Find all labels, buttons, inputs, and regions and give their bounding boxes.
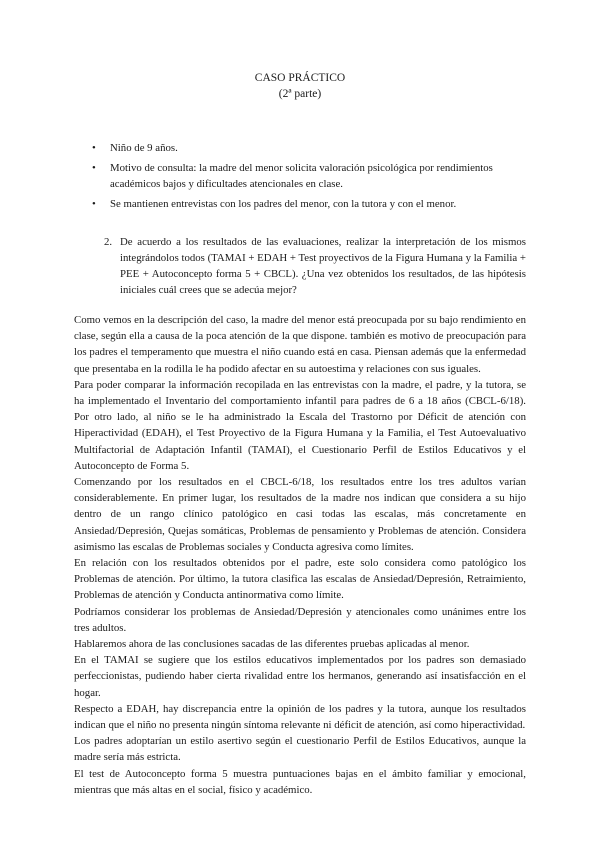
paragraph: Hablaremos ahora de las conclusiones sacadas de las diferentes pruebas aplicadas al menor. [74, 638, 470, 651]
paragraph: En relación con los resultados obtenidos por el padre, este solo considera como patológico los Problemas de atención. Por último, la tutora clasifica las escalas de Ansiedad/Depresión, Retraimiento, Problemas de atención y Conducta antinormativa como límite. [74, 557, 526, 602]
paragraph: Los padres adoptarían un estilo asertivo según el cuestionario Perfil de Estilos Educativos, aunque la madre sería más estricta. [74, 735, 526, 764]
bullet-item: • Se mantienen entrevistas con los padres del menor, con la tutora y con el menor. [92, 196, 532, 212]
bullet-item: • Motivo de consulta: la madre del menor solicita valoración psicológica por rendimientos académicos bajos y dificultades atencionales en clase. [92, 160, 532, 192]
case-bullet-list [92, 140, 532, 216]
paragraph: Respecto a EDAH, hay discrepancia entre la opinión de los padres y la tutora, aunque los resultados indican que el niño no presenta ningún síntoma relevante ni déficit de atención, así como hiperactividad. [74, 702, 526, 732]
numbered-question [104, 234, 526, 298]
paragraph: Como vemos en la descripción del caso, la madre del menor está preocupada por su bajo rendimiento en clase, según ella a causa de la poca atención de la que dispone. también es motivo de preocupación para los padres el temperamento que muestra el niño cuando está en casa. Piensan además que la enfermedad que presentaba en la rodilla le ha podido afectar en su autoestima y relaciones con sus iguales. [74, 314, 526, 375]
paragraph: Comenzando por los resultados en el CBCL-6/18, los resultados entre los tres adultos varían considerablemente. En primer lugar, los resultados de la madre nos indican que considera a su hijo dentro de un rango clínico patológico en casi todas las escalas, más concretamente en Ansiedad/Depresión, Quejas somáticas, Problemas de pensamiento y Problemas de atención. Considera asimismo las escalas de Problemas sociales y Conducta agresiva como límites. [74, 476, 526, 553]
paragraph: Podríamos considerar los problemas de Ansiedad/Depresión y atencionales como unánimes entre los tres adultos. [74, 605, 526, 634]
question-text: De acuerdo a los resultados de las evaluaciones, realizar la interpretación de los mismos integrándolos todos (TAMAI + EDAH + Test proyectivos de la Figura Humana y la Familia + PEE + Autoconcepto forma 5 + CBCL). ¿Una vez obtenidos los resultados, de las hipótesis iniciales cuál crees que se adecúa mejor? [120, 236, 526, 296]
document-title: CASO PRÁCTICO [254, 72, 346, 84]
paragraph: Para poder comparar la información recopilada en las entrevistas con la madre, el padre, y la tutora, se ha implementado el Inventario del comportamiento infantil para padres de 6 a 18 años (CBCL-6/18). Por otro lado, al niño se le ha administrado la Escala del Trastorno por Déficit de atención con Hiperactividad (EDAH), el Test Proyectivo de la Figura Humana y la Familia, el Test Autoevaluativo Multifactorial de Adaptación Infantil (TAMAI), el Cuestionario Perfil de Estilos Educativos y el Autoconcepto de Forma 5. [74, 378, 526, 472]
document-subtitle: (2ª parte) [278, 88, 322, 100]
paragraph: El test de Autoconcepto forma 5 muestra puntuaciones bajas en el ámbito familiar y emocional, mientras que más altas en el social, físico y académico. [74, 767, 526, 796]
document-header [0, 70, 600, 102]
paragraph: En el TAMAI se sugiere que los estilos educativos implementados por los padres son demasiado perfeccionistas, pudiendo haber cierta rivalidad entre los hermanos, generando así insatisfacción en el hogar. [74, 654, 526, 699]
answer-body [74, 312, 526, 798]
bullet-item: • Niño de 9 años. [92, 140, 532, 156]
question-number: 2. [104, 236, 113, 248]
